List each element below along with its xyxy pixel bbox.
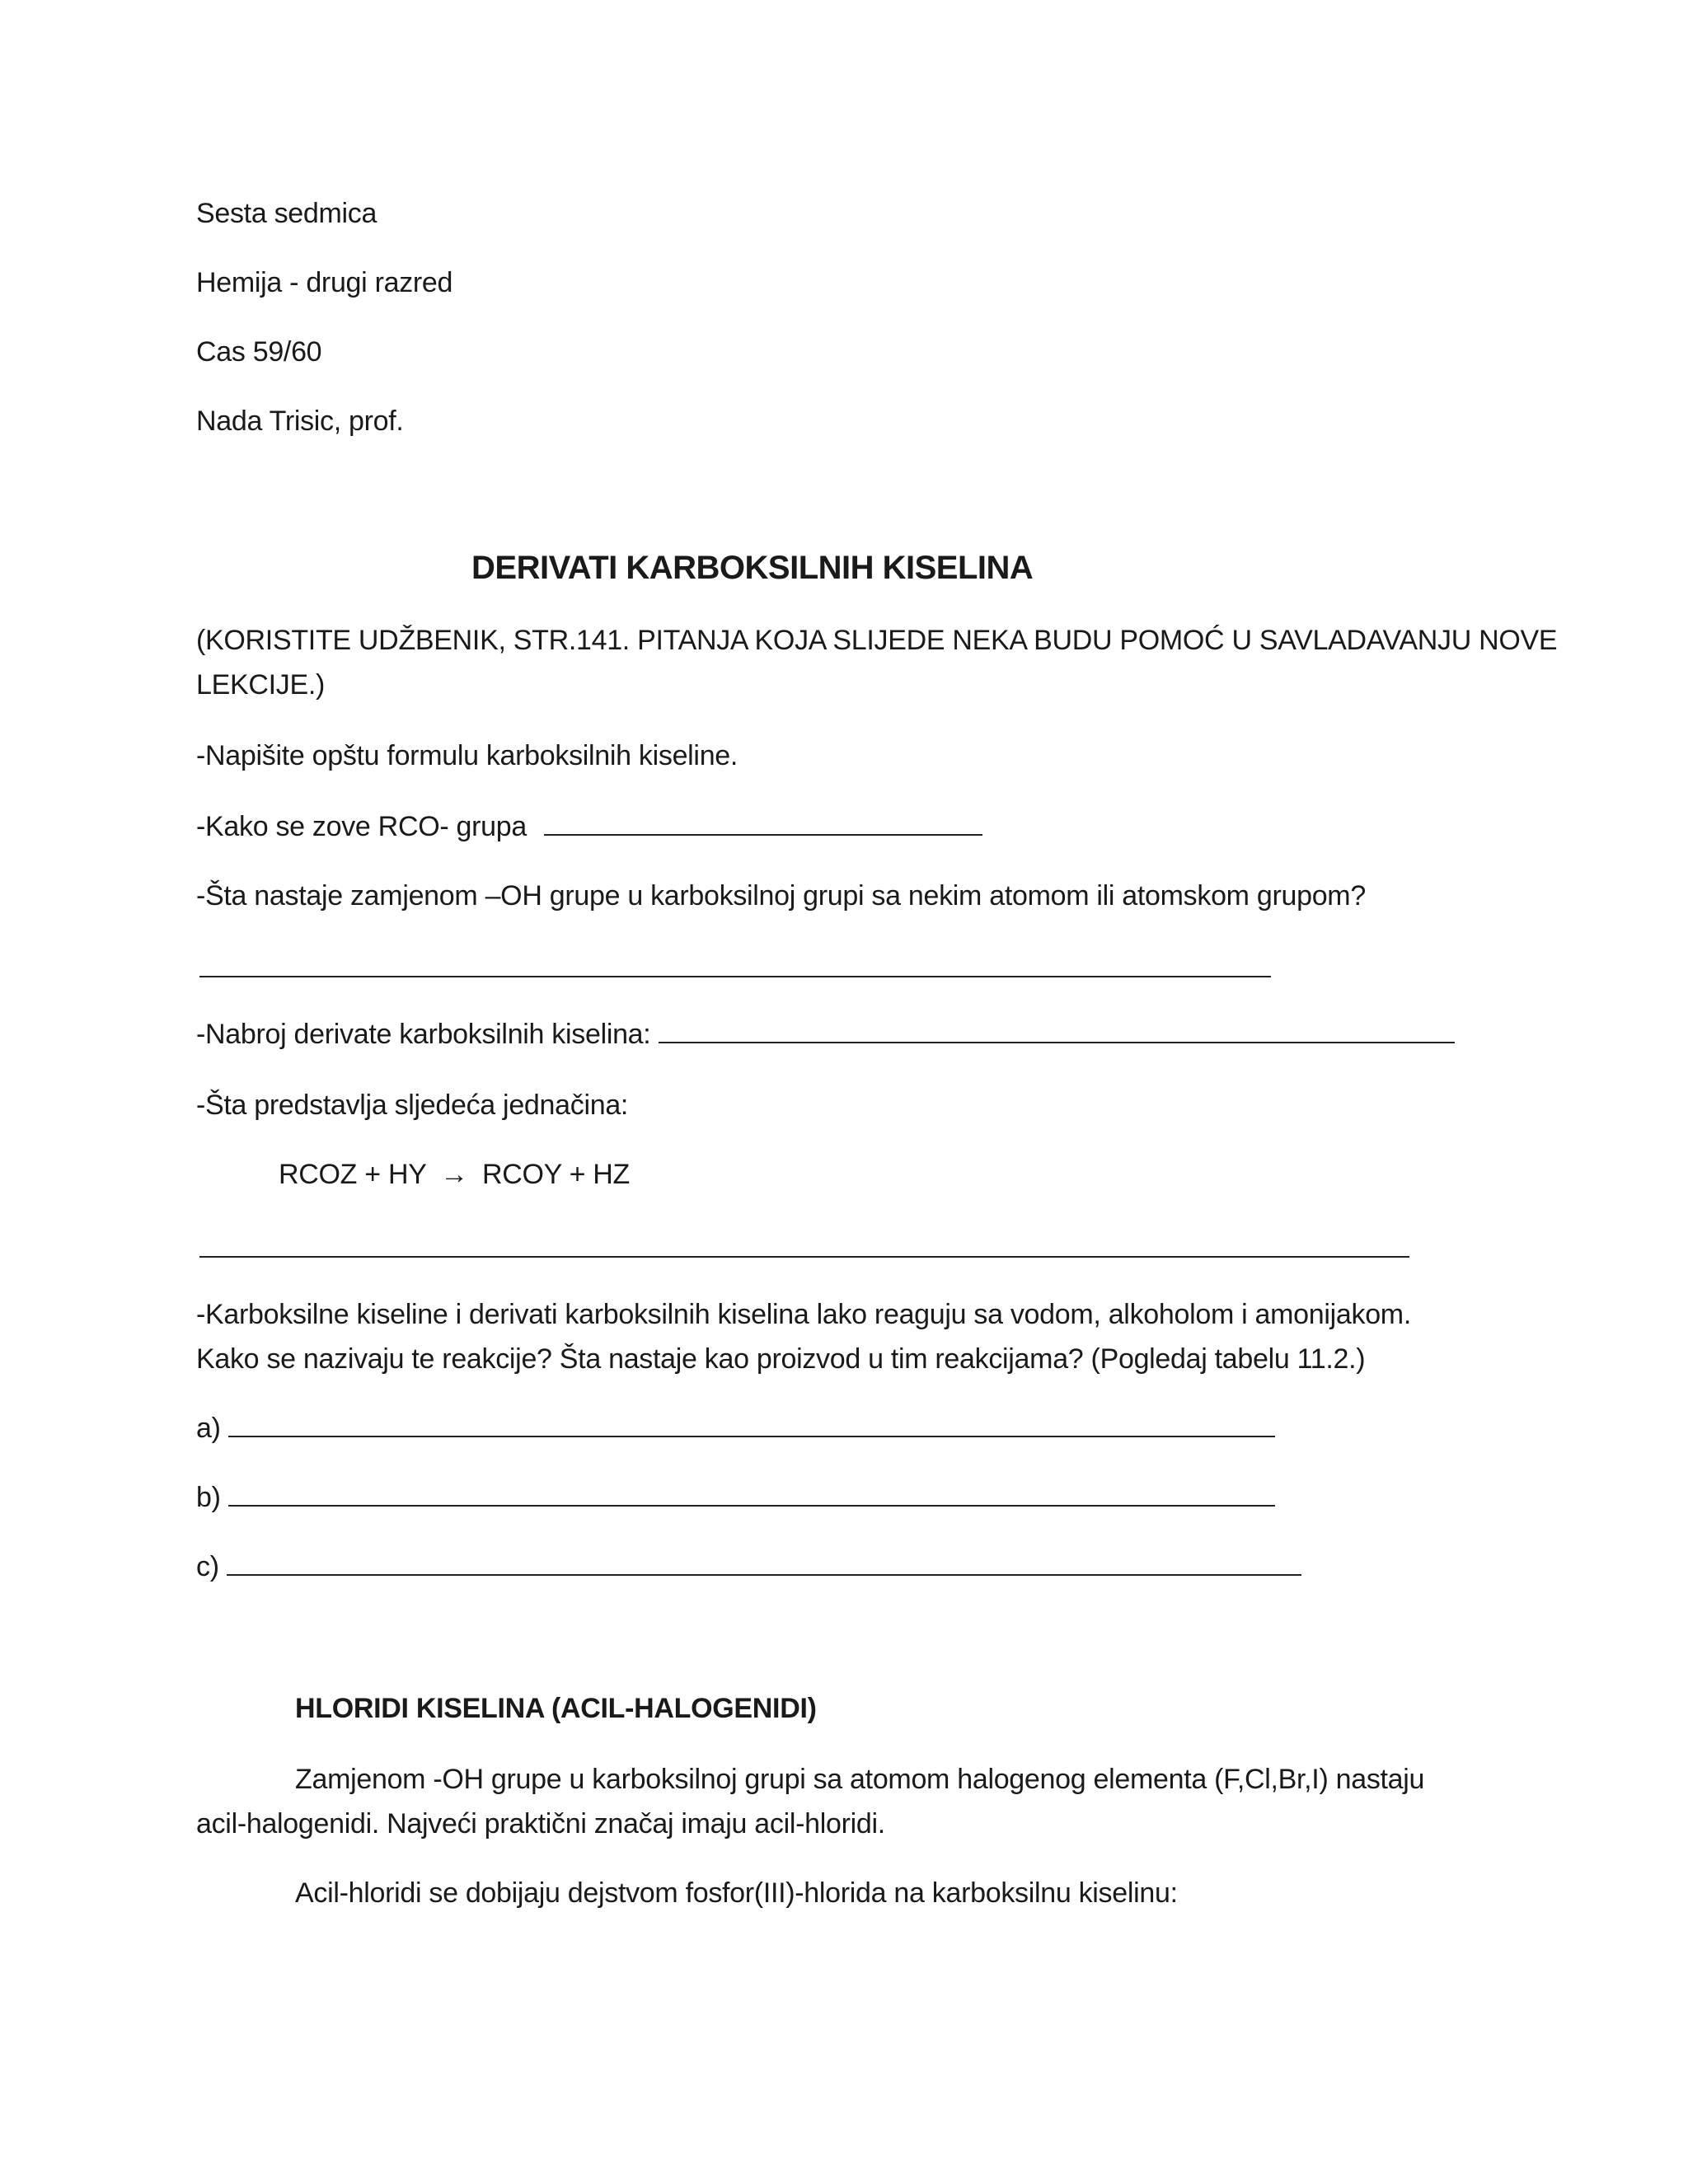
- answer-a-row: [196, 1411, 1275, 1446]
- answer-blank-a[interactable]: [228, 1413, 1275, 1437]
- question-4: -Nabroj derivate karboksilnih kiselina:: [196, 1019, 651, 1050]
- question-1: -Napišite opštu formulu karboksilnih kiseline.: [196, 740, 738, 771]
- answer-blank-derivati[interactable]: [659, 1019, 1455, 1043]
- section-paragraph-1-line-2: acil-halogenidi. Najveći praktični značaj imaju acil-hloridi.: [196, 1808, 885, 1840]
- header-teacher: Nada Trisic, prof.: [196, 405, 404, 437]
- answer-blank-b[interactable]: [228, 1482, 1275, 1507]
- equation-left: RCOZ + HY: [279, 1159, 426, 1190]
- instruction-line-1: (KORISTITE UDŽBENIK, STR.141. PITANJA KOJA SLIJEDE NEKA BUDU POMOĆ U SAVLADAVANJU NOVE: [196, 625, 1558, 656]
- equation: [279, 1157, 630, 1192]
- section-paragraph-1-line-1: Zamjenom -OH grupe u karboksilnoj grupi sa atomom halogenog elementa (F,Cl,Br,I) nastaju: [295, 1764, 1425, 1795]
- answer-blank-q3[interactable]: [199, 976, 1271, 977]
- answer-blank-c[interactable]: [227, 1551, 1301, 1576]
- equation-right: RCOY + HZ: [482, 1159, 631, 1190]
- header-lesson: Cas 59/60: [196, 336, 322, 368]
- question-3: -Šta nastaje zamjenom –OH grupe u karboksilnoj grupi sa nekim atomom ili atomskom grupom?: [196, 880, 1366, 912]
- question-6-line-2: Kako se nazivaju te reakcije? Šta nastaje kao proizvod u tim reakcijama? (Pogledaj tabelu 11.2.): [196, 1343, 1366, 1375]
- question-5: -Šta predstavlja sljedeća jednačina:: [196, 1090, 629, 1121]
- question-6-line-1: -Karboksilne kiseline i derivati karboksilnih kiselina lako reaguju sa vodom, alkoholom i amonijakom.: [196, 1299, 1411, 1330]
- section-heading: HLORIDI KISELINA (ACIL-HALOGENIDI): [295, 1693, 817, 1724]
- answer-c-row: [196, 1549, 1301, 1584]
- arrow-right-icon: →: [440, 1159, 468, 1190]
- section-paragraph-2: Acil-hloridi se dobijaju dejstvom fosfor(III)-hlorida na karboksilnu kiselinu:: [295, 1877, 1178, 1909]
- question-4-row: [196, 1017, 1455, 1052]
- answer-b-row: [196, 1480, 1275, 1515]
- header-subject: Hemija - drugi razred: [196, 267, 453, 298]
- header-week: Sesta sedmica: [196, 198, 377, 229]
- answer-a-label: a): [196, 1413, 221, 1444]
- answer-blank-equation[interactable]: [199, 1256, 1409, 1258]
- answer-b-label: b): [196, 1482, 221, 1513]
- instruction-line-2: LEKCIJE.): [196, 669, 326, 701]
- page-title: DERIVATI KARBOKSILNIH KISELINA: [471, 550, 1034, 586]
- question-2-row: [196, 809, 982, 844]
- answer-blank-rco[interactable]: [544, 811, 982, 836]
- answer-c-label: c): [196, 1551, 219, 1582]
- question-2: -Kako se zove RCO- grupa: [196, 811, 527, 842]
